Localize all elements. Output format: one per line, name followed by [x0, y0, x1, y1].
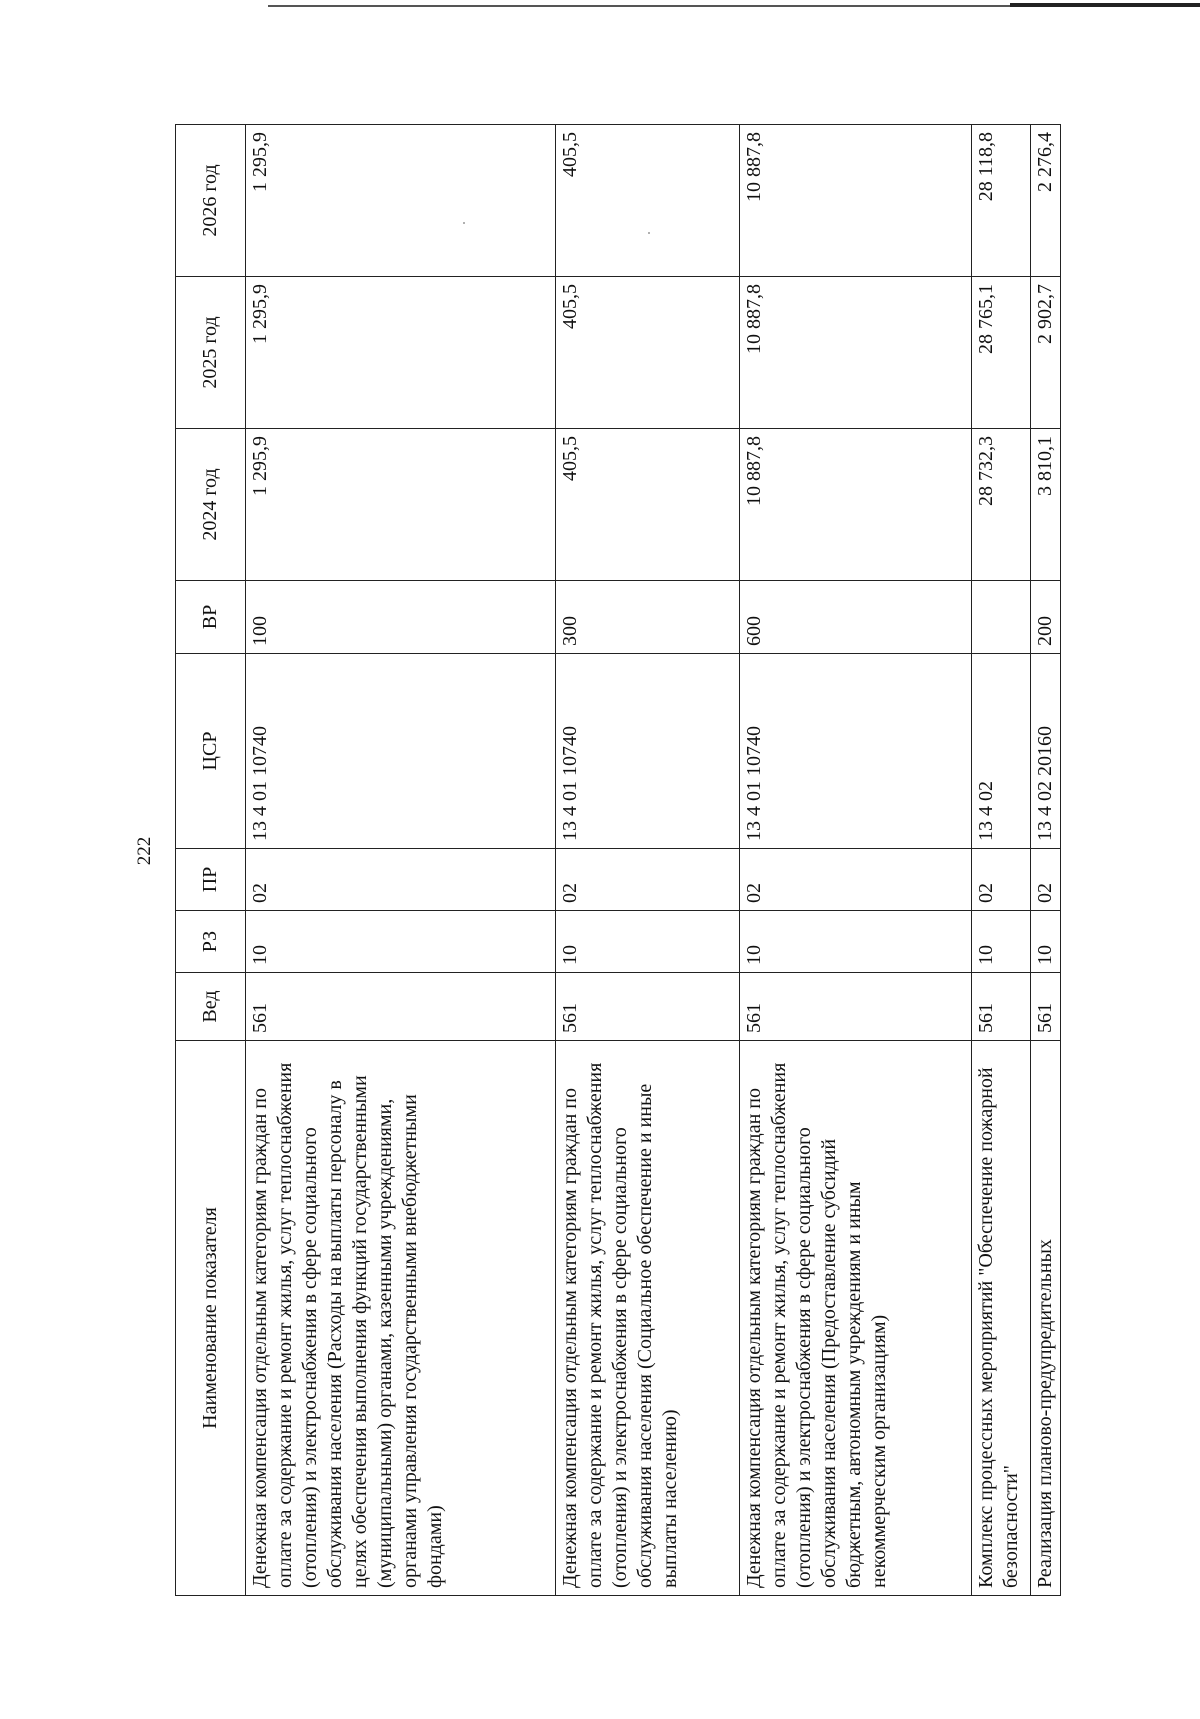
table-row [972, 125, 1031, 1596]
row-2026: 28 118,8 [972, 125, 1031, 277]
row-ved: 561 [740, 973, 972, 1041]
table-row [740, 125, 972, 1596]
header-2025: 2025 год [176, 277, 246, 429]
row-2026: 2 276,4 [1031, 125, 1061, 277]
rotated-table-container [175, 125, 1056, 1596]
row-ved: 561 [246, 973, 556, 1041]
scan-speck [648, 232, 650, 234]
top-rule-dark [1010, 3, 1200, 7]
row-rz: 10 [1031, 911, 1061, 973]
row-2024: 10 887,8 [740, 429, 972, 581]
table-row [1031, 125, 1061, 1596]
header-csr: ЦСР [176, 654, 246, 849]
row-name: Денежная компенсация отдельным категориям граждан по оплате за содержание и ремонт жилья, услуг теплоснабжения (отопления) и электроснабжения в сфере социального обслуживания населения (Социальное обеспечение и иные выплаты населению) [556, 1041, 740, 1596]
row-csr: 13 4 01 10740 [740, 654, 972, 849]
row-name: Денежная компенсация отдельным категориям граждан по оплате за содержание и ремонт жилья, услуг теплоснабжения (отопления) и электроснабжения в сфере социального обслуживания населения (Предоставление субсидий бюджетным, автономным учреждениям и иным некоммерческим организациям) [740, 1041, 972, 1596]
header-2024: 2024 год [176, 429, 246, 581]
table-header-row [176, 125, 246, 1596]
header-ved: Вед [176, 973, 246, 1041]
table-row [556, 125, 740, 1596]
row-vr: 300 [556, 581, 740, 654]
row-vr: 200 [1031, 581, 1061, 654]
budget-table [175, 124, 1061, 1596]
scan-speck [463, 222, 465, 224]
row-2025: 1 295,9 [246, 277, 556, 429]
row-2024: 3 810,1 [1031, 429, 1061, 581]
row-csr: 13 4 02 20160 [1031, 654, 1061, 849]
row-2025: 28 765,1 [972, 277, 1031, 429]
header-rz: РЗ [176, 911, 246, 973]
row-pr: 02 [972, 849, 1031, 911]
row-pr: 02 [556, 849, 740, 911]
row-2025: 2 902,7 [1031, 277, 1061, 429]
row-csr: 13 4 01 10740 [556, 654, 740, 849]
page-number: 222 [134, 836, 155, 866]
header-vr: ВР [176, 581, 246, 654]
row-name: Денежная компенсация отдельным категориям граждан по оплате за содержание и ремонт жилья, услуг теплоснабжения (отопления) и электроснабжения в сфере социального обслуживания населения (Расходы на выплаты персоналу в целях обеспечения выполнения функций государственными (муниципальными) органами, казенными учреждениями, органами управления государственными внебюджетными фондами) [246, 1041, 556, 1596]
header-pr: ПР [176, 849, 246, 911]
row-pr: 02 [1031, 849, 1061, 911]
row-ved: 561 [556, 973, 740, 1041]
row-csr: 13 4 01 10740 [246, 654, 556, 849]
row-2024: 28 732,3 [972, 429, 1031, 581]
header-2026: 2026 год [176, 125, 246, 277]
row-ved: 561 [1031, 973, 1061, 1041]
row-2026: 405,5 [556, 125, 740, 277]
row-name: Реализация планово-предупредительных [1031, 1041, 1061, 1596]
row-rz: 10 [246, 911, 556, 973]
header-name: Наименование показателя [176, 1041, 246, 1596]
row-rz: 10 [740, 911, 972, 973]
row-vr: 600 [740, 581, 972, 654]
row-vr: 100 [246, 581, 556, 654]
row-pr: 02 [246, 849, 556, 911]
row-2026: 1 295,9 [246, 125, 556, 277]
row-2024: 1 295,9 [246, 429, 556, 581]
row-rz: 10 [972, 911, 1031, 973]
row-rz: 10 [556, 911, 740, 973]
row-2026: 10 887,8 [740, 125, 972, 277]
row-csr: 13 4 02 [972, 654, 1031, 849]
row-pr: 02 [740, 849, 972, 911]
row-2025: 405,5 [556, 277, 740, 429]
table-row [246, 125, 556, 1596]
row-vr [972, 581, 1031, 654]
row-2025: 10 887,8 [740, 277, 972, 429]
row-name: Комплекс процессных мероприятий "Обеспечение пожарной безопасности" [972, 1041, 1031, 1596]
row-ved: 561 [972, 973, 1031, 1041]
row-2024: 405,5 [556, 429, 740, 581]
